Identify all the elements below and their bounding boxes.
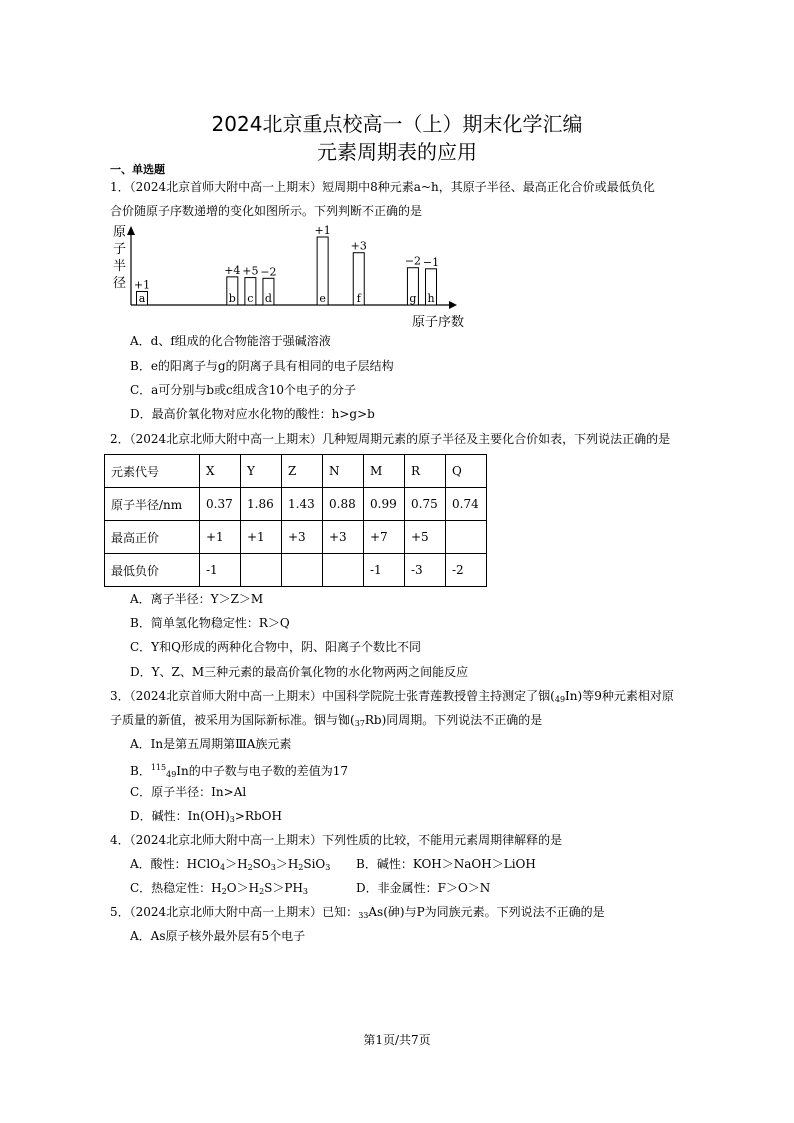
table-cell: 0.99 [364,488,405,521]
table-cell: -3 [405,554,446,587]
table-cell: X [200,455,241,488]
q4-option-c: C．热稳定性：$H_2O>H_2S>PH_3$ [130,881,309,896]
table-cell: 1.86 [241,488,282,521]
q3-option-a: A．In是第五周期第ⅢA族元素 [130,737,292,751]
page-footer: 第1页/共7页 [363,1033,431,1047]
table-cell [241,554,282,587]
y-axis-label-char: 原 [113,225,127,240]
table-cell: 1.43 [282,488,323,521]
q2-stem: 2．（2024北京北师大附中高一上期末）几种短周期元素的原子半径及主要化合价如表，下列说法正确的是 [110,432,671,446]
table-row [105,455,487,488]
q3-stem-line2: 子质量的新值，被采用为国际新标准。铟与铷$(_{37}Rb)$同周期。下列说法不正确的是 [110,713,543,728]
table-cell: -1 [200,554,241,587]
q3-stem-line1: 3．（2024北京首师大附中高一上期末）中国科学院院士张青莲教授曾主持测定了铟$(_{49}In)$等9种元素相对原 [110,689,674,704]
q3-option-b: B．$^{115}_{49}$In的中子数与电子数的差值为17 [130,763,349,779]
bar-valence-label: −2 [260,265,277,279]
q2-option-a: A．离子半径：Y＞Z＞M [130,592,264,606]
bar-category-label: a [138,292,146,305]
q1-option-a: A．d、f组成的化合物能溶于强碱溶液 [130,334,331,348]
y-axis-arrow [127,226,135,235]
table-cell: Q [446,455,487,488]
table-cell: Y [241,455,282,488]
bar-category-label: g [409,292,417,305]
table-cell: 0.74 [446,488,487,521]
bar-category-label: b [228,292,236,305]
q5-stem: 5．（2024北京北师大附中高一上期末）已知：$_{33}$As(砷)与P为同族元素。下列说法不正确的是 [110,905,605,920]
chart-y-axis-label [113,225,126,291]
q3-option-c: C．原子半径：In>Al [130,785,247,799]
q1-option-d: D．最高价氧化物对应水化物的酸性：h>g>b [130,407,375,421]
table-cell: +3 [323,521,364,554]
q1-option-b: B．e的阳离子与g的阴离子具有相同的电子层结构 [130,359,394,373]
document-subtitle: 元素周期表的应用 [317,140,477,164]
bar-category-label: e [319,292,326,305]
y-axis-label-char: 半 [113,259,127,274]
q4-option-b: B．碱性：KOH＞NaOH＞LiOH [356,857,536,871]
q2-option-b: B．简单氢化物稳定性：R＞Q [130,616,290,630]
table-cell: +5 [405,521,446,554]
table-cell [282,554,323,587]
table-cell: 最高正价 [105,521,200,554]
bar-category-label: f [356,292,361,305]
y-axis-label-char: 径 [113,276,127,291]
q2-option-d: D．Y、Z、M三种元素的最高价氧化物的水化物两两之间能反应 [130,665,469,679]
table-cell: N [323,455,364,488]
bar-valence-label: +1 [314,224,331,237]
q4-option-d: D．非金属性：F＞O＞N [356,881,491,895]
x-axis-arrow [449,301,457,309]
table-cell: 最低负价 [105,554,200,587]
table-cell: 元素代号 [105,455,200,488]
table-cell: +1 [200,521,241,554]
table-cell: M [364,455,405,488]
y-axis-label-char: 子 [113,242,127,257]
table-row [105,488,487,521]
table-cell: Z [282,455,323,488]
q1-stem-line1: 1．（2024北京首师大附中高一上期末）短周期中8种元素a~h，其原子半径、最高正化合价或最低负化 [110,180,655,194]
table-cell: -1 [364,554,405,587]
table-cell: R [405,455,446,488]
bar-valence-label: +5 [242,264,259,278]
q1-chart [0,222,794,332]
q1-option-c: C．a可分别与b或c组成含10个电子的分子 [130,383,357,397]
chart-x-axis-label: 原子序数 [412,315,465,330]
document-title: 2024北京重点校高一（上）期末化学汇编 [211,112,583,136]
q1-stem-line2: 合价随原子序数递增的变化如图所示。下列判断不正确的是 [110,204,423,218]
table-cell: 0.88 [323,488,364,521]
table-cell: +1 [241,521,282,554]
bar-category-label: c [247,292,254,305]
bar-valence-label: +4 [224,263,241,277]
bar-category-label: h [427,292,435,305]
table-cell: +7 [364,521,405,554]
q2-element-table [104,454,487,587]
table-row [105,521,487,554]
bar-valence-label: −2 [404,254,422,268]
bar-valence-label: +1 [133,278,151,292]
bar-category-label: d [264,292,272,305]
table-cell: 0.37 [200,488,241,521]
table-cell: +3 [282,521,323,554]
q4-stem: 4．（2024北京北师大附中高一上期末）下列性质的比较，不能用元素周期律解释的是 [110,833,563,847]
bar-valence-label: −1 [422,255,440,269]
table-cell: -2 [446,554,487,587]
q2-option-c: C．Y和Q形成的两种化合物中，阴、阳离子个数比不同 [130,640,421,654]
table-cell: 0.75 [405,488,446,521]
q4-option-a: A．酸性：$HClO_4>H_2SO_3>H_2SiO_3$ [130,857,331,872]
table-cell [323,554,364,587]
table-cell: 原子半径/nm [105,488,200,521]
bar-valence-label: +3 [350,239,367,253]
q5-option-a: A．As原子核外最外层有5个电子 [130,929,306,943]
table-row [105,554,487,587]
table-cell [446,521,487,554]
section-heading: 一、单选题 [110,163,165,176]
q3-option-d: D．碱性：$In(OH)_3>RbOH$ [130,809,282,824]
